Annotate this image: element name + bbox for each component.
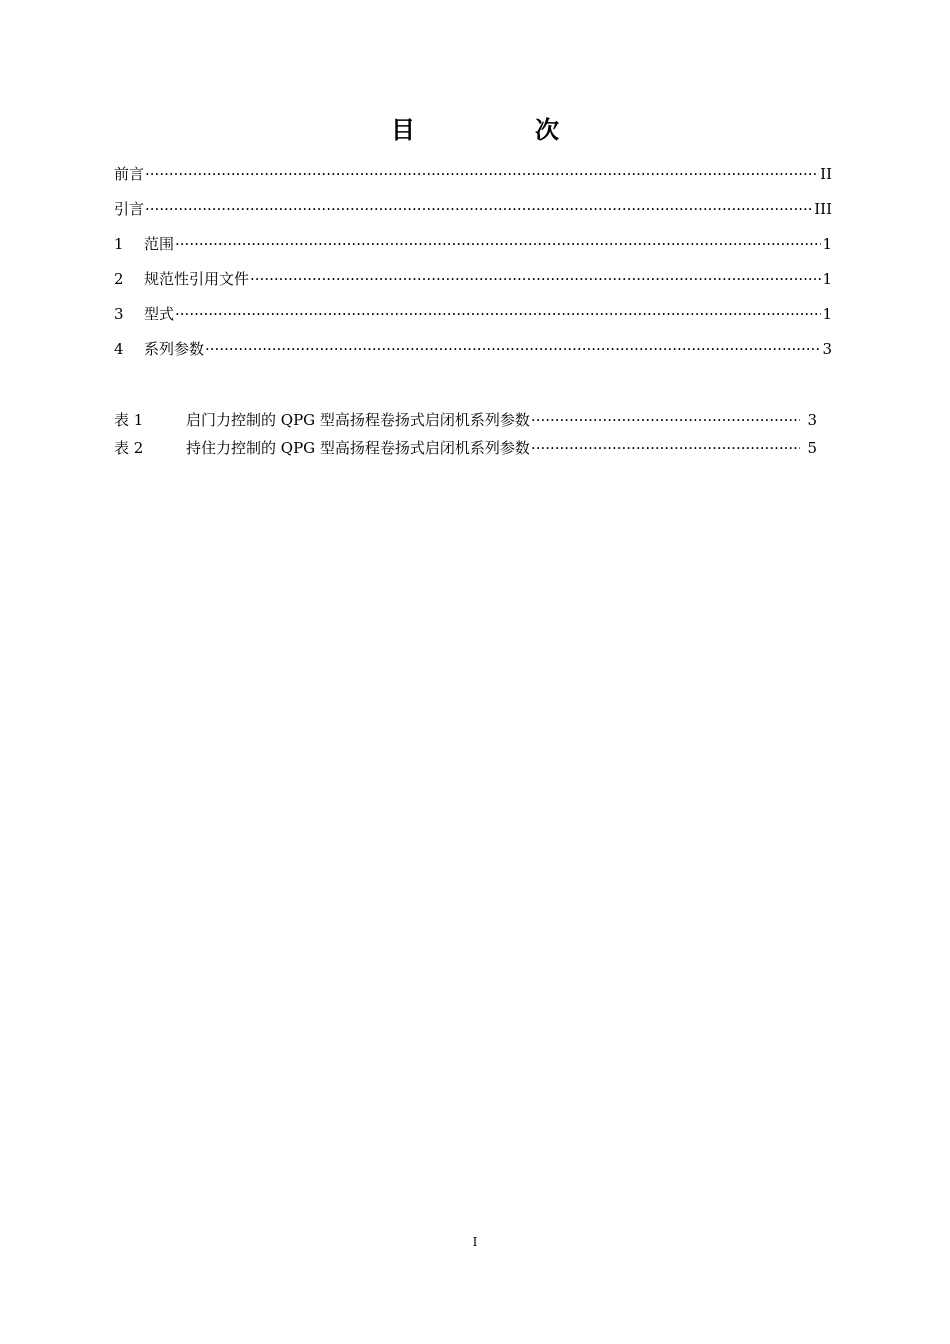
toc-leader-dots (175, 302, 821, 326)
table-entry-page: 5 (807, 439, 817, 457)
table-entry-number: 表 2 (114, 439, 144, 457)
toc-entry-series-parameters[interactable] (114, 337, 832, 372)
table-of-contents (114, 162, 832, 372)
toc-leader-dots (250, 267, 821, 291)
table-entry-page: 3 (807, 411, 817, 429)
table-leader-dots (531, 408, 800, 432)
page-title: 目 次 (391, 116, 607, 144)
toc-entry-label: 型式 (144, 305, 175, 323)
toc-entry-label: 引言 (114, 200, 145, 218)
toc-entry-normative-references[interactable] (114, 267, 832, 302)
toc-entry-label: 范围 (144, 235, 175, 253)
toc-entry-number: 3 (114, 305, 124, 323)
toc-entry-scope[interactable] (114, 232, 832, 267)
toc-entry-number: 1 (114, 235, 124, 253)
toc-entry-page: 3 (822, 340, 832, 358)
toc-leader-dots (175, 232, 821, 256)
toc-entry-page: II (820, 165, 832, 183)
toc-entry-number: 2 (114, 270, 124, 288)
table-entry-1[interactable] (114, 408, 817, 436)
table-leader-dots (531, 436, 800, 460)
toc-entry-type[interactable] (114, 302, 832, 337)
list-of-tables (114, 408, 817, 464)
table-entry-number: 表 1 (114, 411, 144, 429)
toc-entry-page: III (814, 200, 832, 218)
table-entry-label: 持住力控制的 QPG 型高扬程卷扬式启闭机系列参数 (186, 439, 530, 457)
toc-entry-page: 1 (822, 270, 832, 288)
toc-entry-introduction[interactable] (114, 197, 832, 232)
toc-entry-label: 系列参数 (144, 340, 205, 358)
page-number: I (472, 1235, 478, 1249)
table-entry-label: 启门力控制的 QPG 型高扬程卷扬式启闭机系列参数 (186, 411, 530, 429)
toc-entry-number: 4 (114, 340, 124, 358)
toc-entry-label: 前言 (114, 165, 145, 183)
toc-entry-foreword[interactable] (114, 162, 832, 197)
toc-entry-page: 1 (822, 235, 832, 253)
toc-leader-dots (205, 337, 821, 361)
toc-entry-page: 1 (822, 305, 832, 323)
table-entry-2[interactable] (114, 436, 817, 464)
toc-entry-label: 规范性引用文件 (144, 270, 250, 288)
toc-leader-dots (145, 162, 819, 186)
toc-leader-dots (145, 197, 813, 221)
